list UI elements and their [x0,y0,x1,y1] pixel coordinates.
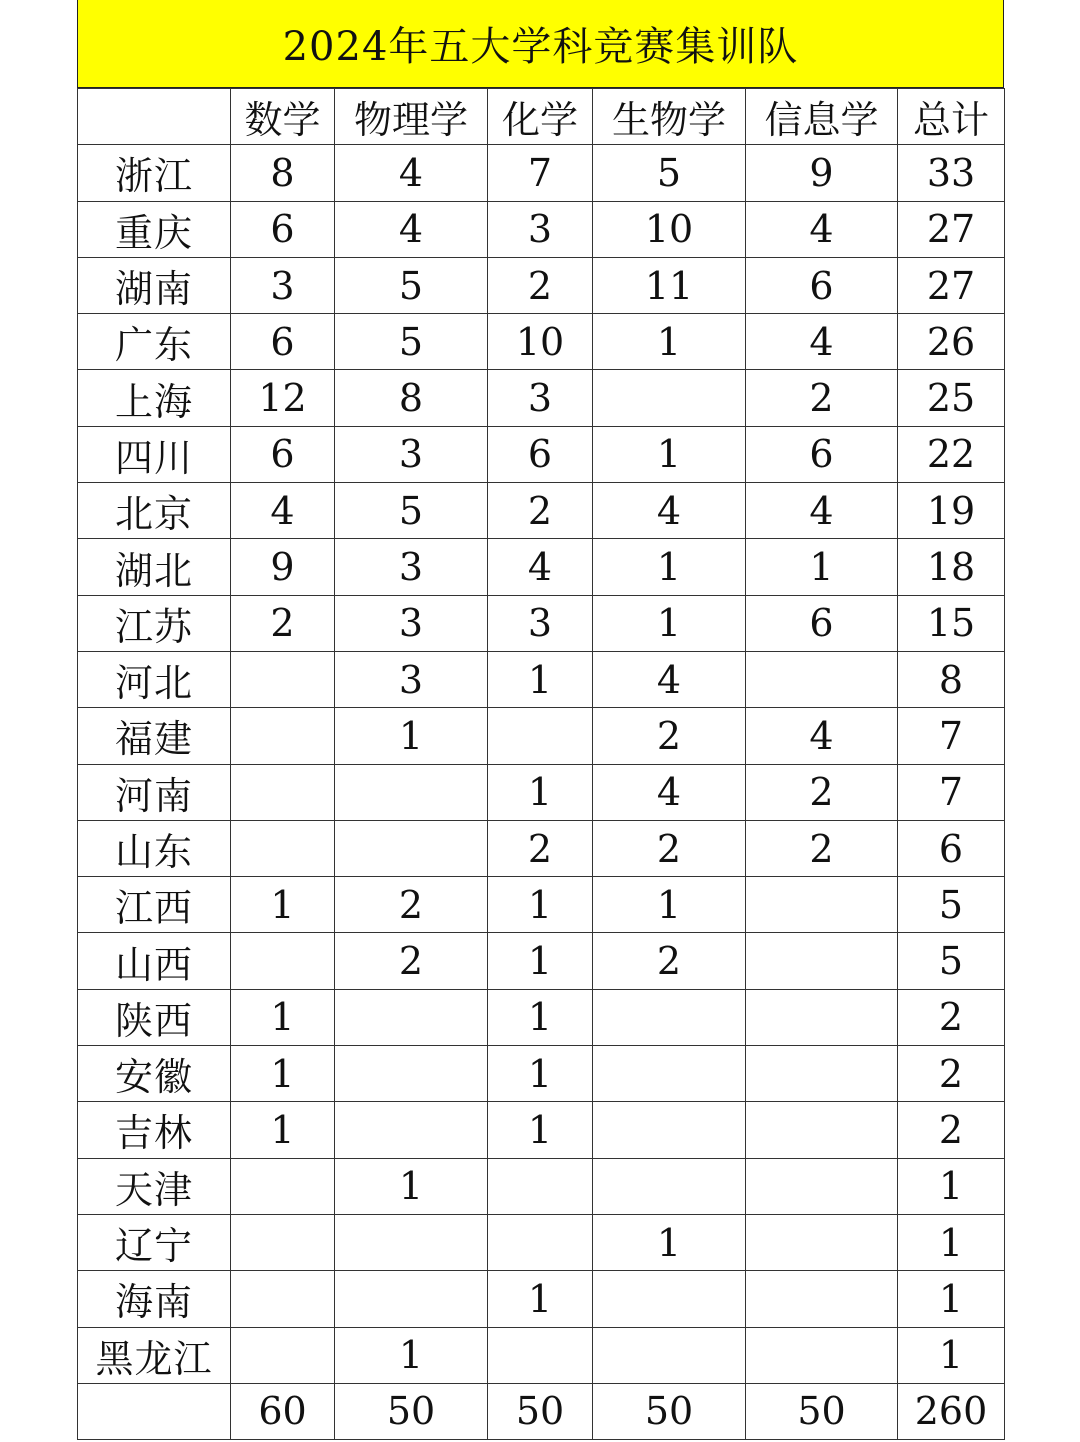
cell-physics: 1 [335,1158,488,1214]
cell-chemistry: 1 [488,651,593,707]
cell-physics [335,1214,488,1270]
cell-total: 6 [898,820,1005,876]
table-row [78,933,1005,989]
cell-math: 4 [231,483,335,539]
cell-total: 19 [898,483,1005,539]
cell-chemistry [488,1158,593,1214]
cell-physics: 4 [335,145,488,201]
cell-informatics: 4 [746,708,898,764]
cell-informatics [746,1102,898,1158]
cell-biology [593,370,746,426]
cell-math [231,1327,335,1383]
table-row [78,1214,1005,1270]
province-cell: 辽宁 [78,1214,231,1270]
cell-total: 8 [898,651,1005,707]
cell-informatics: 6 [746,257,898,313]
cell-total: 18 [898,539,1005,595]
header-cell-chemistry: 化学 [488,89,593,145]
cell-informatics [746,1046,898,1102]
cell-biology: 1 [593,877,746,933]
header-cell-total: 总计 [898,89,1005,145]
cell-physics: 5 [335,314,488,370]
table-row [78,1158,1005,1214]
province-cell: 湖北 [78,539,231,595]
cell-math: 1 [231,877,335,933]
cell-math [231,708,335,764]
cell-math [231,1214,335,1270]
table-title: 2024年五大学科竞赛集训队 [77,0,1004,88]
cell-informatics: 4 [746,314,898,370]
cell-biology [593,1271,746,1327]
province-cell: 湖南 [78,257,231,313]
cell-physics: 4 [335,201,488,257]
total-cell-physics: 50 [335,1383,488,1439]
cell-chemistry: 2 [488,820,593,876]
cell-total: 1 [898,1271,1005,1327]
cell-chemistry: 1 [488,1271,593,1327]
cell-informatics [746,877,898,933]
cell-math [231,651,335,707]
header-cell-corner [78,89,231,145]
total-cell-informatics: 50 [746,1383,898,1439]
total-cell-chemistry: 50 [488,1383,593,1439]
cell-informatics [746,1271,898,1327]
cell-physics: 2 [335,877,488,933]
table-row [78,708,1005,764]
header-cell-math: 数学 [231,89,335,145]
cell-total: 7 [898,708,1005,764]
cell-physics: 5 [335,483,488,539]
cell-informatics: 6 [746,426,898,482]
cell-chemistry: 1 [488,1046,593,1102]
cell-informatics [746,933,898,989]
cell-total: 1 [898,1327,1005,1383]
cell-biology: 1 [593,539,746,595]
cell-informatics [746,989,898,1045]
province-cell: 黑龙江 [78,1327,231,1383]
total-cell-math: 60 [231,1383,335,1439]
cell-informatics: 9 [746,145,898,201]
cell-math [231,933,335,989]
cell-informatics: 6 [746,595,898,651]
table-row [78,595,1005,651]
competition-table [77,88,1005,1440]
table-row [78,483,1005,539]
province-cell: 吉林 [78,1102,231,1158]
table-row [78,539,1005,595]
cell-biology: 1 [593,426,746,482]
province-cell: 陕西 [78,989,231,1045]
cell-physics: 3 [335,595,488,651]
province-cell: 北京 [78,483,231,539]
cell-total: 27 [898,201,1005,257]
cell-total: 15 [898,595,1005,651]
cell-total: 7 [898,764,1005,820]
total-cell-biology: 50 [593,1383,746,1439]
cell-math: 9 [231,539,335,595]
table-row [78,1102,1005,1158]
cell-biology: 1 [593,314,746,370]
cell-math: 6 [231,314,335,370]
cell-total: 2 [898,1102,1005,1158]
cell-physics: 8 [335,370,488,426]
cell-informatics: 2 [746,764,898,820]
cell-chemistry: 7 [488,145,593,201]
header-cell-informatics: 信息学 [746,89,898,145]
cell-math [231,1158,335,1214]
cell-biology: 4 [593,651,746,707]
cell-biology [593,1158,746,1214]
cell-physics: 3 [335,651,488,707]
cell-informatics: 2 [746,820,898,876]
province-cell: 山西 [78,933,231,989]
total-cell-label [78,1383,231,1439]
cell-math [231,820,335,876]
table-row [78,1271,1005,1327]
cell-informatics: 4 [746,483,898,539]
province-cell: 安徽 [78,1046,231,1102]
cell-chemistry: 1 [488,877,593,933]
cell-biology: 1 [593,1214,746,1270]
province-cell: 江西 [78,877,231,933]
cell-total: 1 [898,1214,1005,1270]
province-cell: 山东 [78,820,231,876]
cell-math: 8 [231,145,335,201]
cell-biology: 10 [593,201,746,257]
cell-total: 22 [898,426,1005,482]
table-row [78,314,1005,370]
cell-chemistry: 3 [488,201,593,257]
cell-math: 12 [231,370,335,426]
cell-biology: 4 [593,764,746,820]
cell-chemistry: 1 [488,933,593,989]
province-cell: 河北 [78,651,231,707]
cell-physics [335,989,488,1045]
cell-chemistry: 1 [488,1102,593,1158]
cell-chemistry [488,708,593,764]
cell-physics: 3 [335,426,488,482]
cell-total: 26 [898,314,1005,370]
cell-informatics: 4 [746,201,898,257]
header-cell-physics: 物理学 [335,89,488,145]
table-row [78,201,1005,257]
province-cell: 广东 [78,314,231,370]
cell-biology: 4 [593,483,746,539]
cell-chemistry: 10 [488,314,593,370]
table-row [78,370,1005,426]
cell-chemistry: 1 [488,989,593,1045]
table-row [78,820,1005,876]
cell-chemistry: 3 [488,595,593,651]
cell-physics: 1 [335,1327,488,1383]
cell-biology [593,1046,746,1102]
cell-chemistry: 6 [488,426,593,482]
cell-informatics [746,1327,898,1383]
table-row [78,989,1005,1045]
cell-biology: 2 [593,820,746,876]
province-cell: 江苏 [78,595,231,651]
cell-physics: 3 [335,539,488,595]
table-row [78,145,1005,201]
cell-physics [335,1102,488,1158]
cell-chemistry: 3 [488,370,593,426]
cell-biology [593,989,746,1045]
cell-informatics [746,1158,898,1214]
cell-total: 2 [898,1046,1005,1102]
table-row [78,1327,1005,1383]
cell-total: 2 [898,989,1005,1045]
cell-biology: 2 [593,933,746,989]
cell-informatics [746,651,898,707]
cell-biology: 2 [593,708,746,764]
cell-physics: 1 [335,708,488,764]
cell-math: 1 [231,1046,335,1102]
cell-biology: 5 [593,145,746,201]
cell-math: 1 [231,1102,335,1158]
table-row [78,651,1005,707]
cell-informatics: 1 [746,539,898,595]
table-row [78,257,1005,313]
cell-chemistry: 1 [488,764,593,820]
cell-chemistry: 2 [488,257,593,313]
cell-total: 33 [898,145,1005,201]
cell-math: 6 [231,201,335,257]
cell-total: 5 [898,933,1005,989]
cell-biology [593,1102,746,1158]
cell-physics [335,1046,488,1102]
cell-math [231,1271,335,1327]
cell-physics [335,1271,488,1327]
spreadsheet [77,0,1004,1440]
table-row [78,1046,1005,1102]
province-cell: 海南 [78,1271,231,1327]
table-row [78,764,1005,820]
cell-total: 25 [898,370,1005,426]
cell-total: 27 [898,257,1005,313]
table-row [78,877,1005,933]
cell-biology: 1 [593,595,746,651]
header-row [78,89,1005,145]
header-cell-biology: 生物学 [593,89,746,145]
cell-informatics [746,1214,898,1270]
cell-chemistry: 2 [488,483,593,539]
cell-chemistry [488,1327,593,1383]
cell-physics [335,764,488,820]
cell-biology: 11 [593,257,746,313]
total-cell-grand: 260 [898,1383,1005,1439]
province-cell: 河南 [78,764,231,820]
cell-math [231,764,335,820]
province-cell: 天津 [78,1158,231,1214]
province-cell: 上海 [78,370,231,426]
cell-physics: 5 [335,257,488,313]
cell-chemistry [488,1214,593,1270]
province-cell: 四川 [78,426,231,482]
cell-chemistry: 4 [488,539,593,595]
cell-biology [593,1327,746,1383]
cell-math: 1 [231,989,335,1045]
cell-total: 5 [898,877,1005,933]
cell-math: 6 [231,426,335,482]
cell-informatics: 2 [746,370,898,426]
province-cell: 浙江 [78,145,231,201]
province-cell: 重庆 [78,201,231,257]
cell-physics [335,820,488,876]
table-row [78,426,1005,482]
cell-total: 1 [898,1158,1005,1214]
totals-row [78,1383,1005,1439]
cell-math: 3 [231,257,335,313]
province-cell: 福建 [78,708,231,764]
cell-math: 2 [231,595,335,651]
cell-physics: 2 [335,933,488,989]
